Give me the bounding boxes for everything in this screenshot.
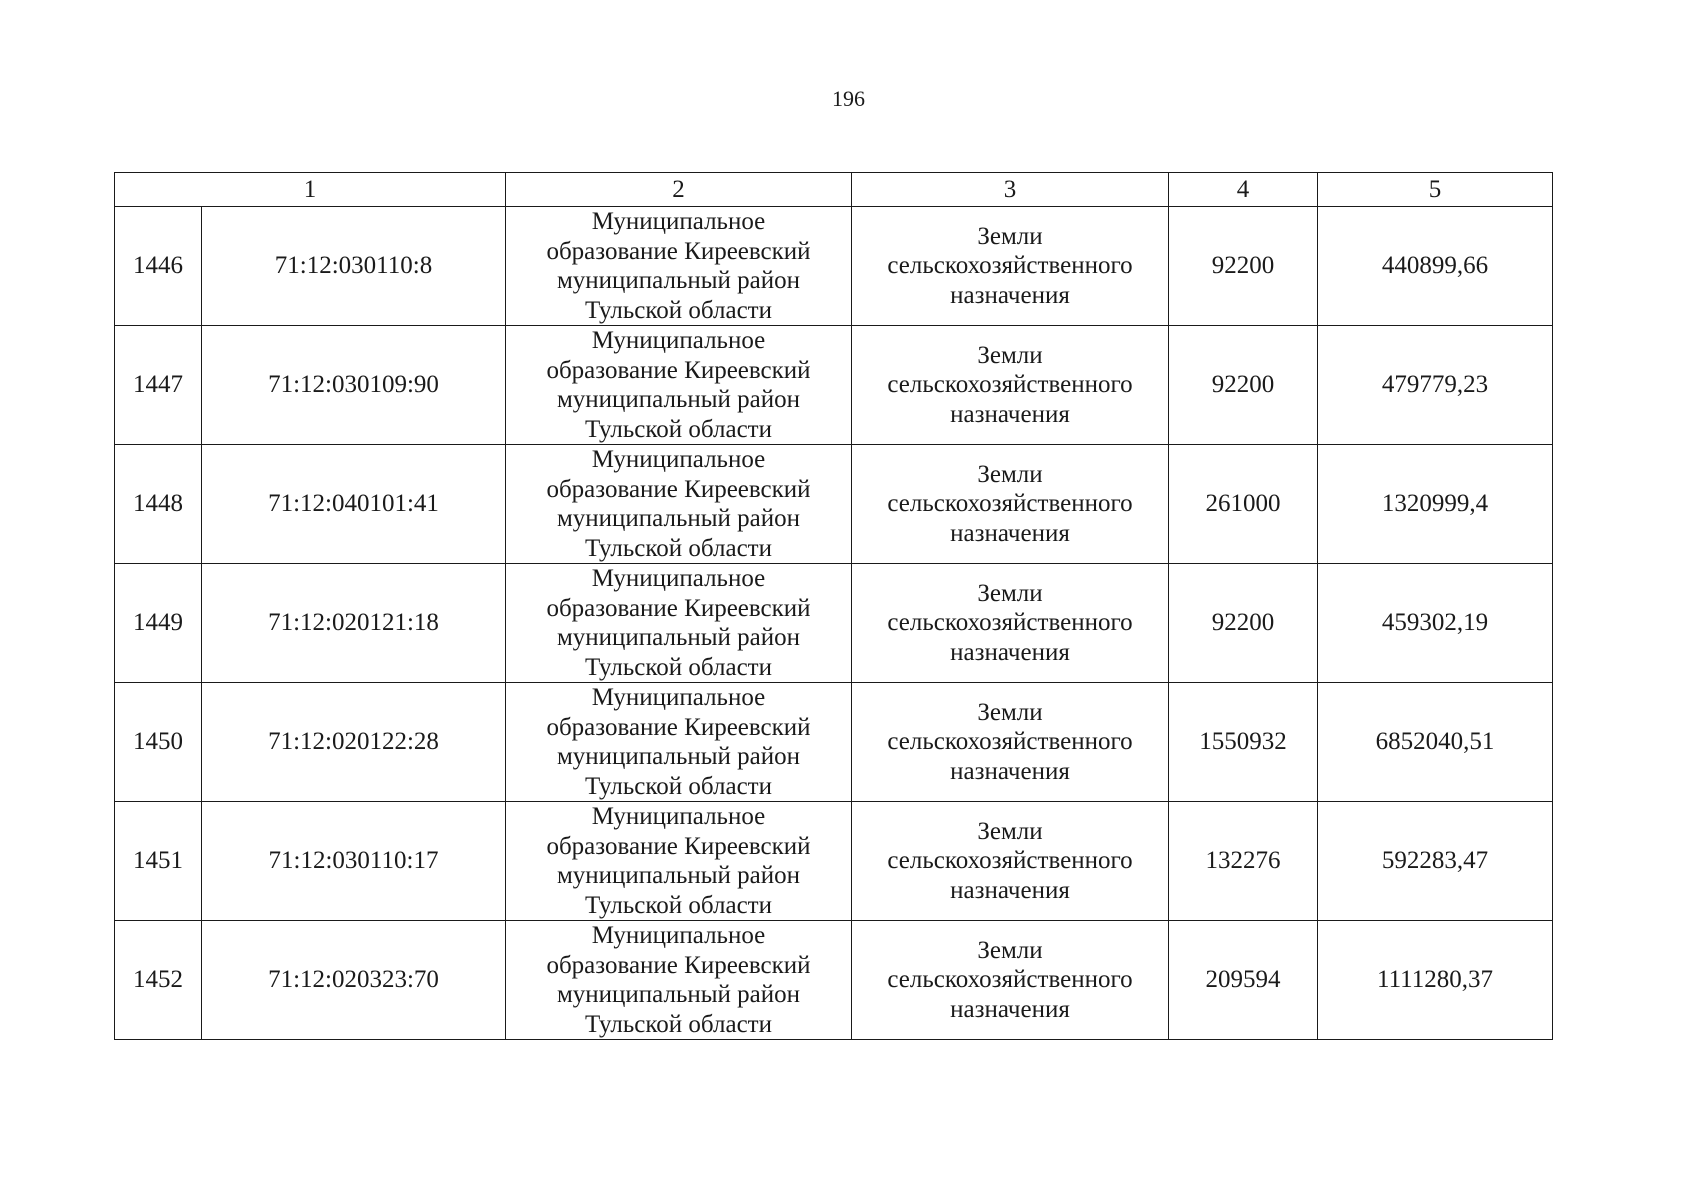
owner-cell: [506, 683, 852, 802]
owner-line: Муниципальное: [591, 922, 766, 949]
area-value: 209594: [1169, 921, 1318, 1040]
row-number: 1450: [115, 683, 202, 802]
owner-cell: [506, 564, 852, 683]
table-header: [115, 173, 1553, 207]
land-category-cell: [852, 683, 1169, 802]
cadastral-value: 6852040,51: [1318, 683, 1553, 802]
cadastral-value: 1320999,4: [1318, 445, 1553, 564]
category-line: сельскохозяйственного: [887, 847, 1133, 875]
owner-line: образование Киреевский: [546, 475, 811, 503]
category-line: Земли: [977, 817, 1043, 845]
owner-line: Тульской области: [585, 415, 772, 443]
owner-line: Тульской области: [585, 534, 772, 562]
header-col-1: 1: [115, 173, 506, 207]
category-line: назначения: [950, 638, 1070, 666]
cadastral-value: 440899,66: [1318, 207, 1553, 326]
area-value: 1550932: [1169, 683, 1318, 802]
table-body: [115, 207, 1553, 1040]
header-col-5: 5: [1318, 173, 1553, 207]
owner-line: муниципальный район: [556, 743, 801, 770]
table-row: [115, 207, 1553, 326]
row-number: 1447: [115, 326, 202, 445]
row-number: 1451: [115, 802, 202, 921]
table-row: [115, 921, 1553, 1040]
row-number: 1448: [115, 445, 202, 564]
area-value: 92200: [1169, 326, 1318, 445]
category-line: назначения: [950, 400, 1070, 428]
owner-line: муниципальный район: [556, 624, 801, 651]
owner-line: Тульской области: [585, 772, 772, 800]
owner-line: образование Киреевский: [546, 594, 811, 622]
owner-cell: [506, 921, 852, 1040]
land-category-cell: [852, 207, 1169, 326]
owner-cell: [506, 802, 852, 921]
owner-cell: [506, 445, 852, 564]
owner-line: образование Киреевский: [546, 237, 811, 265]
table-row: [115, 683, 1553, 802]
row-number: 1449: [115, 564, 202, 683]
category-line: сельскохозяйственного: [887, 252, 1133, 280]
owner-line: Тульской области: [585, 1010, 772, 1038]
area-value: 132276: [1169, 802, 1318, 921]
owner-line: Муниципальное: [591, 208, 766, 235]
owner-cell: [506, 326, 852, 445]
category-line: Земли: [977, 341, 1043, 369]
header-col-4: 4: [1169, 173, 1318, 207]
cadastral-number: 71:12:020121:18: [202, 564, 506, 683]
owner-line: Муниципальное: [591, 565, 766, 592]
owner-line: Тульской области: [585, 296, 772, 324]
category-line: Земли: [977, 698, 1043, 726]
category-line: Земли: [977, 222, 1043, 250]
category-line: назначения: [950, 519, 1070, 547]
category-line: сельскохозяйственного: [887, 490, 1133, 518]
cadastral-number: 71:12:040101:41: [202, 445, 506, 564]
table-header-row: [115, 173, 1553, 207]
area-value: 92200: [1169, 207, 1318, 326]
page-number: 196: [832, 86, 865, 111]
owner-line: Тульской области: [585, 653, 772, 681]
area-value: 261000: [1169, 445, 1318, 564]
owner-line: Муниципальное: [591, 684, 766, 711]
owner-line: муниципальный район: [556, 267, 801, 294]
category-line: Земли: [977, 460, 1043, 488]
category-line: назначения: [950, 757, 1070, 785]
header-col-2: 2: [506, 173, 852, 207]
category-line: Земли: [977, 579, 1043, 607]
cadastral-number: 71:12:020323:70: [202, 921, 506, 1040]
owner-cell: [506, 207, 852, 326]
category-line: назначения: [950, 995, 1070, 1023]
category-line: назначения: [950, 876, 1070, 904]
owner-line: образование Киреевский: [546, 356, 811, 384]
category-line: сельскохозяйственного: [887, 609, 1133, 637]
header-col-3: 3: [852, 173, 1169, 207]
row-number: 1446: [115, 207, 202, 326]
cadastral-number: 71:12:030110:17: [202, 802, 506, 921]
category-line: Земли: [977, 936, 1043, 964]
owner-line: муниципальный район: [556, 505, 801, 532]
table-row: [115, 445, 1553, 564]
category-line: сельскохозяйственного: [887, 966, 1133, 994]
land-category-cell: [852, 564, 1169, 683]
cadastral-value: 479779,23: [1318, 326, 1553, 445]
owner-line: Тульской области: [585, 891, 772, 919]
owner-line: муниципальный район: [556, 386, 801, 413]
land-category-cell: [852, 921, 1169, 1040]
cadastral-value: 592283,47: [1318, 802, 1553, 921]
cadastral-value: 1111280,37: [1318, 921, 1553, 1040]
category-line: сельскохозяйственного: [887, 728, 1133, 756]
cadastral-number: 71:12:020122:28: [202, 683, 506, 802]
area-value: 92200: [1169, 564, 1318, 683]
cadastral-value: 459302,19: [1318, 564, 1553, 683]
owner-line: образование Киреевский: [546, 713, 811, 741]
table-row: [115, 802, 1553, 921]
cadastral-number: 71:12:030109:90: [202, 326, 506, 445]
owner-line: Муниципальное: [591, 327, 766, 354]
category-line: назначения: [950, 281, 1070, 309]
owner-line: образование Киреевский: [546, 832, 811, 860]
owner-line: образование Киреевский: [546, 951, 811, 979]
owner-line: муниципальный район: [556, 862, 801, 889]
land-category-cell: [852, 326, 1169, 445]
table-row: [115, 326, 1553, 445]
owner-line: Муниципальное: [591, 803, 766, 830]
owner-line: муниципальный район: [556, 981, 801, 1008]
table-row: [115, 564, 1553, 683]
land-plots-table: [114, 172, 1553, 1040]
cadastral-number: 71:12:030110:8: [202, 207, 506, 326]
land-category-cell: [852, 445, 1169, 564]
owner-line: Муниципальное: [591, 446, 766, 473]
row-number: 1452: [115, 921, 202, 1040]
category-line: сельскохозяйственного: [887, 371, 1133, 399]
land-category-cell: [852, 802, 1169, 921]
